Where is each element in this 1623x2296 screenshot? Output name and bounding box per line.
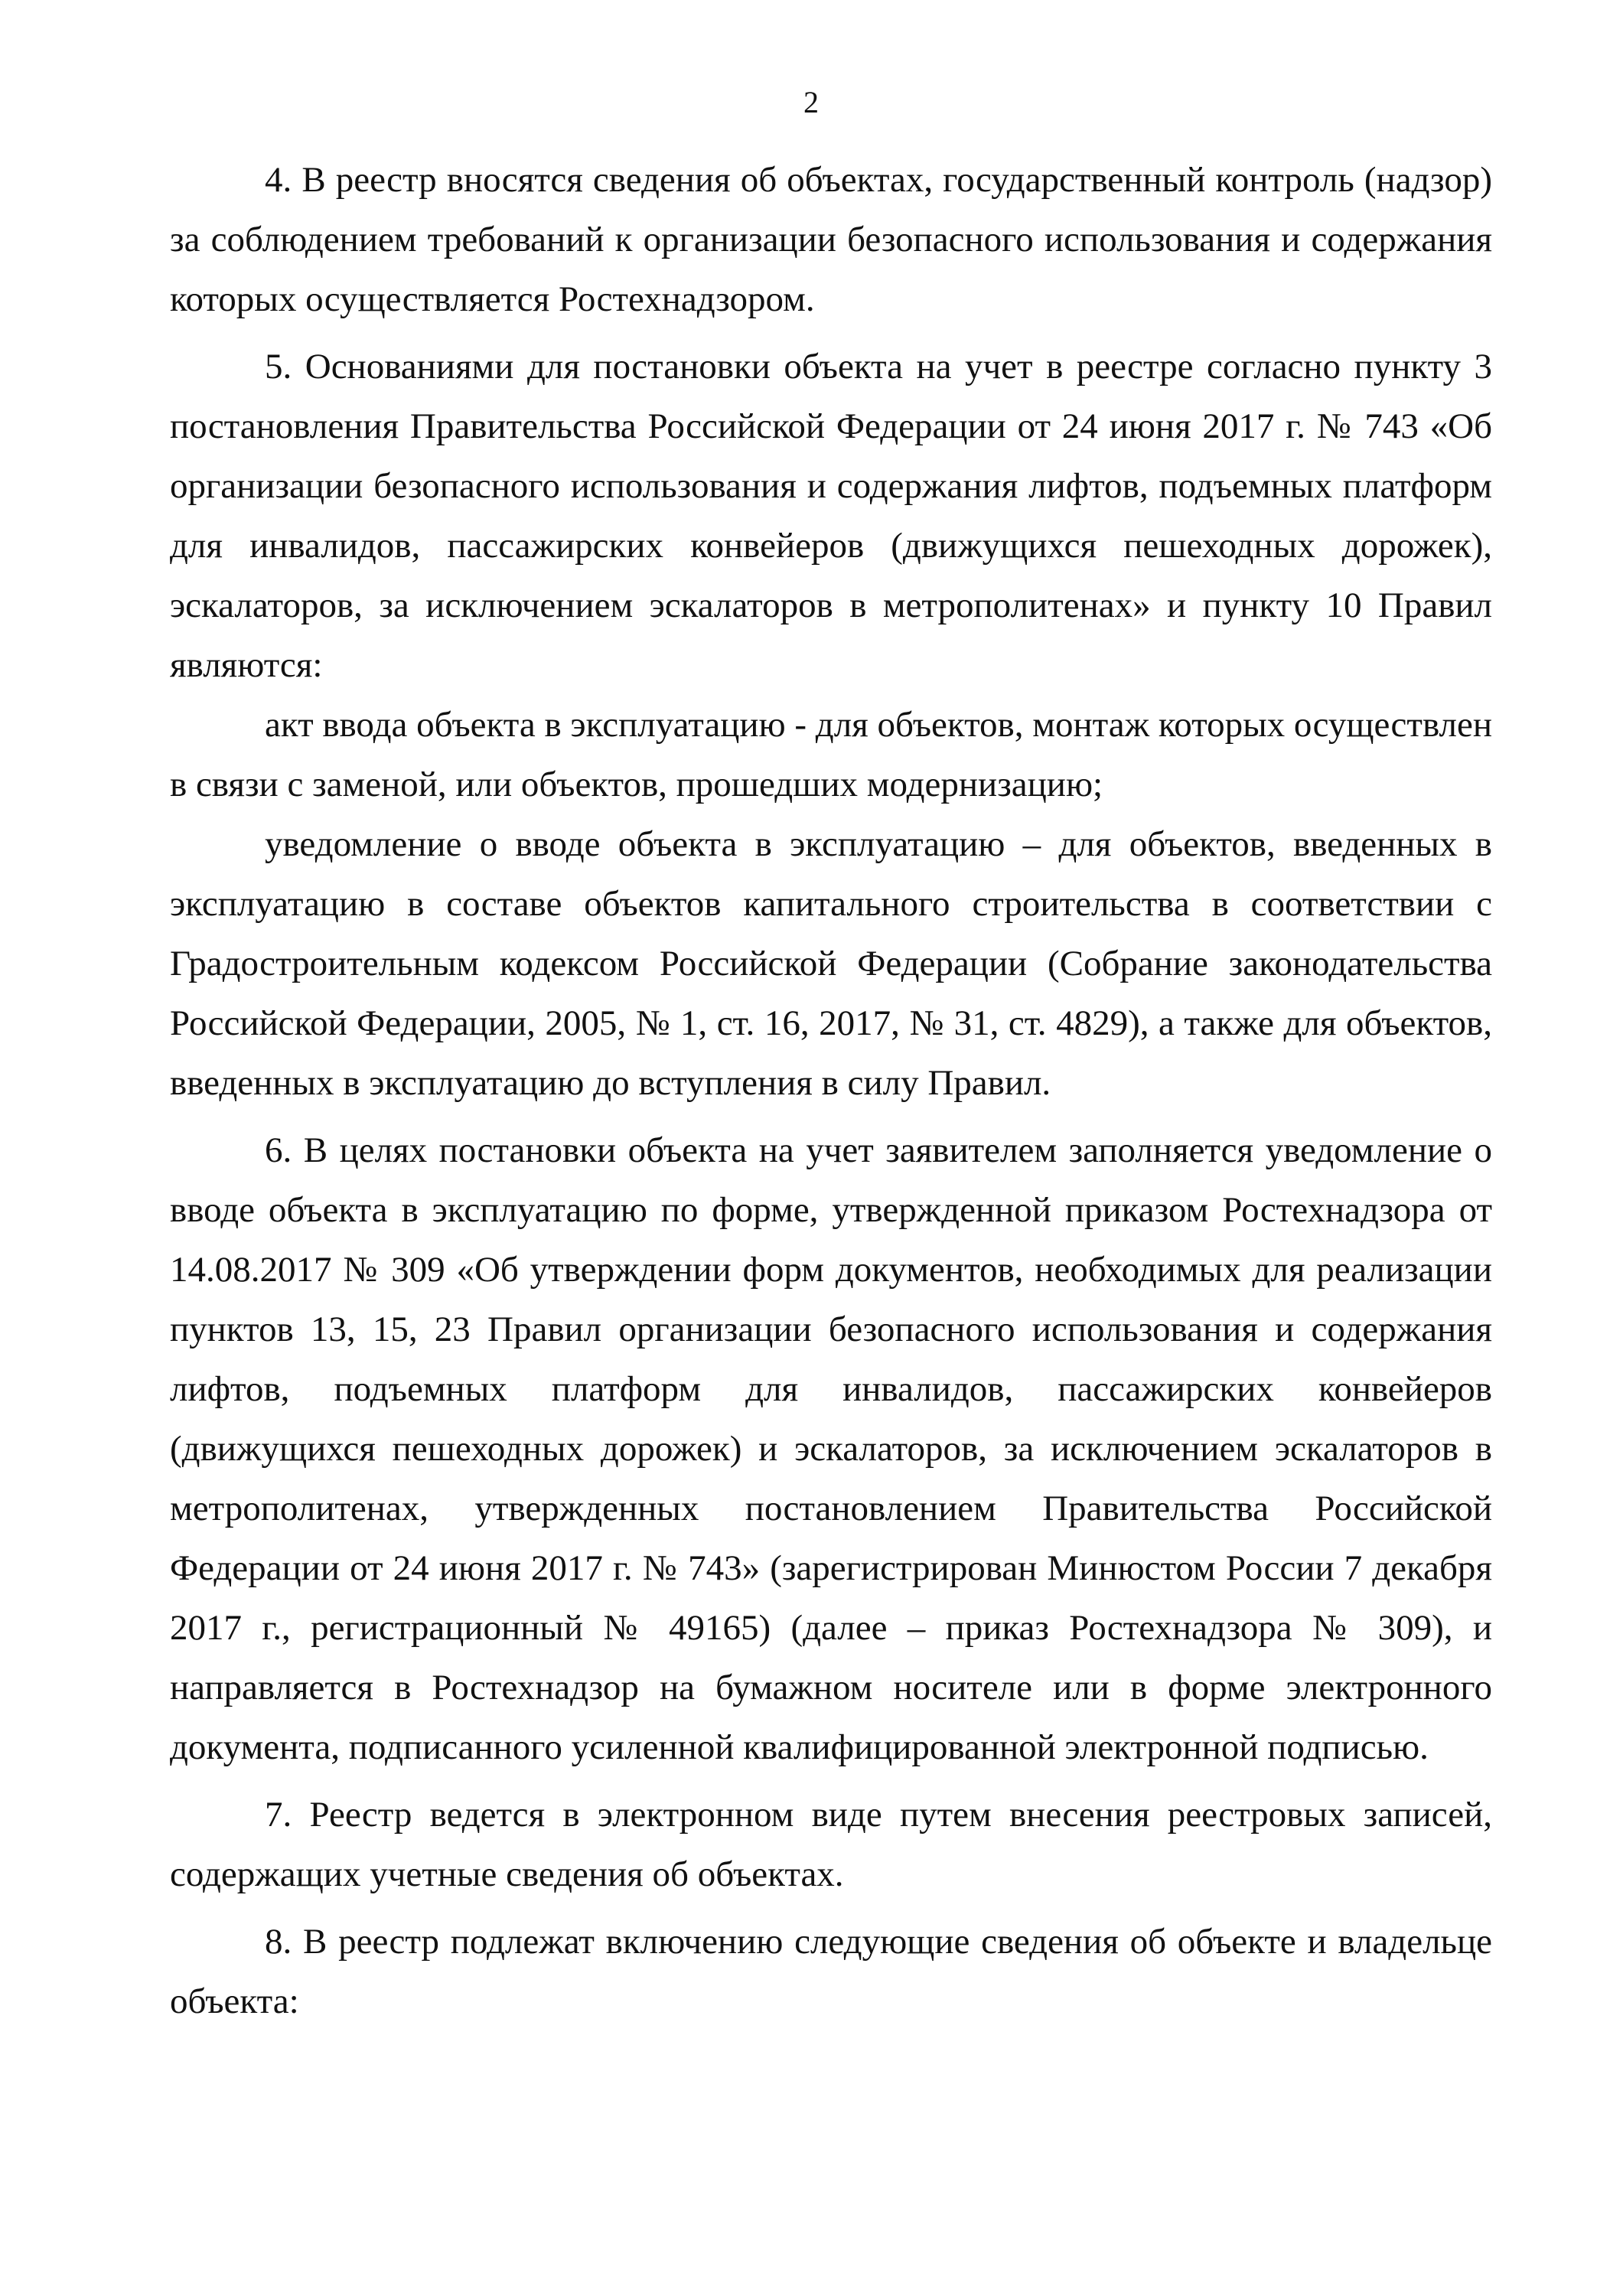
paragraph-6: 6. В целях постановки объекта на учет заявителем заполняется уведомление о вводе объекта в эксплуатацию по форме, утвержденной приказом Ростехнадзора от 14.08.2017 № 309 «Об утверждении форм документов, необходимых для реализации пунктов 13, 15, 23 Правил организации безопасного использования и содержания лифтов, подъемных платформ для инвалидов, пассажирских конвейеров (движущихся пешеходных дорожек) и эскалаторов, за исключением эскалаторов в метрополитенах, утвержденных постановлением Правительства Российской Федерации от 24 июня 2017 г. № 743» (зарегистрирован Минюстом России 7 декабря 2017 г., регистрационный № 49165) (далее – приказ Ростехнадзора № 309), и направляется в Ростехнадзор на бумажном носителе или в форме электронного документа, подписанного усиленной квалифицированной электронной подписью. [170,1130,1492,1767]
paragraph-7: 7. Реестр ведется в электронном виде путем внесения реестровых записей, содержащих учетные сведения об объектах. [170,1795,1492,1894]
paragraph-5-item-act: акт ввода объекта в эксплуатацию - для объектов, монтаж которых осуществлен в связи с заменой, или объектов, прошедших модернизацию; [170,705,1492,804]
paragraph-4: 4. В реестр вносятся сведения об объектах, государственный контроль (надзор) за соблюдением требований к организации безопасного использования и содержания которых осуществляется Ростехнадзором. [170,160,1492,319]
paragraph-8: 8. В реестр подлежат включению следующие сведения об объекте и владельце объекта: [170,1922,1492,2021]
page-number: 2 [803,85,819,119]
paragraph-5-item-notice: уведомление о вводе объекта в эксплуатацию – для объектов, введенных в эксплуатацию в составе объектов капитального строительства в соответствии с Градостроительным кодексом Российской Федерации (Собрание законодательства Российской Федерации, 2005, № 1, ст. 16, 2017, № 31, ст. 4829), а также для объектов, введенных в эксплуатацию до вступления в силу Правил. [170,824,1492,1103]
document-body [170,150,1492,2031]
paragraph-5: 5. Основаниями для постановки объекта на учет в реестре согласно пункту 3 постановления Правительства Российской Федерации от 24 июня 2017 г. № 743 «Об организации безопасного использования и содержания лифтов, подъемных платформ для инвалидов, пассажирских конвейеров (движущихся пешеходных дорожек), эскалаторов, за исключением эскалаторов в метрополитенах» и пункту 10 Правил являются: [170,347,1492,685]
